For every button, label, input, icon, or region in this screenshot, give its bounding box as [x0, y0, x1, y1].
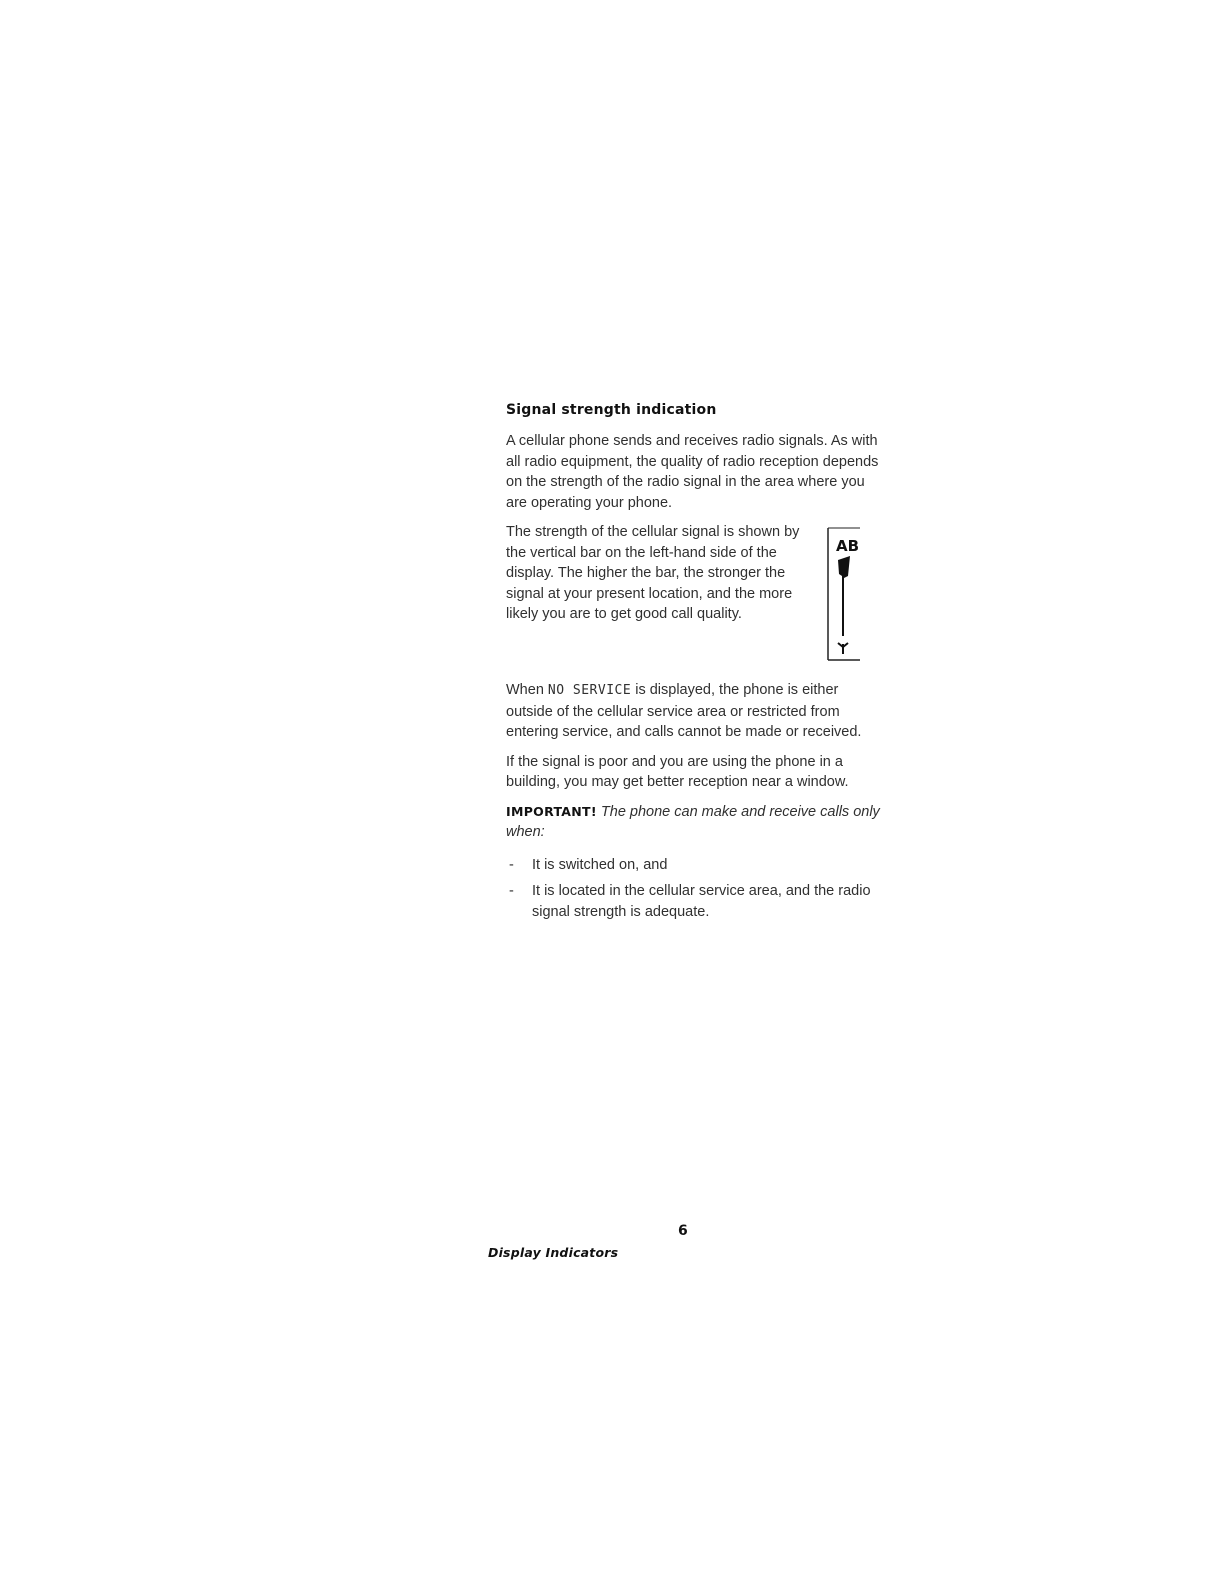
- list-item-text: It is located in the cellular service area, and the radio signal strength is adequate.: [532, 883, 871, 920]
- page-number: 6: [678, 1223, 688, 1239]
- list-item-text: It is switched on, and: [532, 856, 668, 873]
- paragraph-no-service: [506, 680, 884, 743]
- display-ab-label: AB: [836, 537, 860, 555]
- paragraph-reception-tip: If the signal is poor and you are using the phone in a building, you may get better reception near a window.: [506, 753, 849, 790]
- no-service-code: NO SERVICE: [547, 683, 632, 698]
- list-item: [506, 855, 884, 876]
- conditions-list: [506, 855, 884, 923]
- list-bullet: -: [509, 856, 514, 873]
- list-item: [506, 881, 884, 922]
- list-bullet: -: [509, 883, 514, 899]
- important-label: IMPORTANT!: [506, 803, 597, 819]
- footer-section-title: Display Indicators: [488, 1245, 619, 1260]
- antenna-icon: [838, 643, 848, 654]
- section-heading: Signal strength indication: [506, 402, 717, 418]
- paragraph-intro: A cellular phone sends and receives radio signals. As with all radio equipment, the quality of radio reception depends on the strength of the radio signal in the area where you are operating your phone.: [506, 433, 879, 511]
- signal-display-illustration: [826, 524, 862, 664]
- signal-description-block: [506, 522, 884, 670]
- signal-strength-bar: [838, 556, 850, 636]
- paragraph-signal-bar: The strength of the cellular signal is shown by the vertical bar on the left-hand side of the display. The higher the bar, the stronger the signal at your present location, and the more likely you are to get good call quality.: [506, 524, 800, 622]
- content-column: [506, 402, 884, 928]
- no-service-before: When: [506, 682, 548, 698]
- no-service-after: is displayed, the phone is either outside of the cellular service area or restricted from entering service, and calls cannot be made or received.: [506, 682, 862, 740]
- important-text: The phone can make and receive calls only when:: [506, 803, 880, 840]
- important-note: [506, 802, 884, 843]
